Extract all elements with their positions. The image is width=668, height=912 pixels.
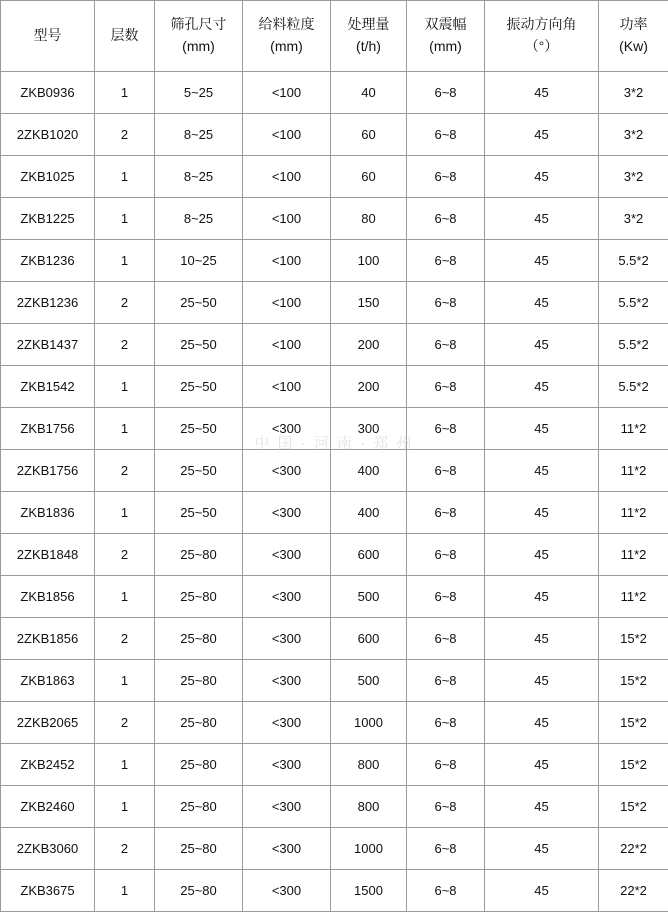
- cell-double-amplitude: 6~8: [407, 870, 485, 912]
- cell-mesh-size: 25~80: [155, 870, 243, 912]
- cell-model: ZKB1856: [1, 576, 95, 618]
- cell-model: ZKB2460: [1, 786, 95, 828]
- cell-vibration-angle: 45: [485, 576, 599, 618]
- cell-layers: 1: [95, 660, 155, 702]
- cell-capacity: 200: [331, 324, 407, 366]
- cell-mesh-size: 25~80: [155, 744, 243, 786]
- cell-vibration-angle: 45: [485, 702, 599, 744]
- cell-feed-size: <300: [243, 618, 331, 660]
- cell-double-amplitude: 6~8: [407, 114, 485, 156]
- cell-layers: 1: [95, 786, 155, 828]
- cell-mesh-size: 25~80: [155, 534, 243, 576]
- cell-power: 11*2: [599, 576, 668, 618]
- cell-double-amplitude: 6~8: [407, 828, 485, 870]
- cell-feed-size: <300: [243, 786, 331, 828]
- cell-model: 2ZKB1437: [1, 324, 95, 366]
- cell-double-amplitude: 6~8: [407, 576, 485, 618]
- cell-model: 2ZKB3060: [1, 828, 95, 870]
- column-header-double-amplitude-label: 双震幅: [407, 14, 484, 36]
- column-header-vibration-angle: [485, 1, 599, 72]
- column-header-power-label: 功率: [599, 14, 668, 36]
- cell-power: 15*2: [599, 660, 668, 702]
- cell-layers: 2: [95, 702, 155, 744]
- cell-vibration-angle: 45: [485, 534, 599, 576]
- cell-model: 2ZKB2065: [1, 702, 95, 744]
- cell-model: ZKB1025: [1, 156, 95, 198]
- cell-power: 11*2: [599, 408, 668, 450]
- cell-mesh-size: 10~25: [155, 240, 243, 282]
- cell-model: 2ZKB1020: [1, 114, 95, 156]
- cell-layers: 1: [95, 492, 155, 534]
- cell-capacity: 800: [331, 744, 407, 786]
- cell-power: 3*2: [599, 156, 668, 198]
- cell-double-amplitude: 6~8: [407, 450, 485, 492]
- cell-mesh-size: 25~80: [155, 786, 243, 828]
- cell-capacity: 200: [331, 366, 407, 408]
- table-row: [1, 492, 668, 534]
- cell-mesh-size: 25~80: [155, 660, 243, 702]
- cell-double-amplitude: 6~8: [407, 786, 485, 828]
- cell-model: ZKB0936: [1, 72, 95, 114]
- table-row: [1, 618, 668, 660]
- cell-power: 5.5*2: [599, 366, 668, 408]
- header-row: [1, 1, 668, 72]
- column-header-mesh-size-label: 筛孔尺寸: [155, 14, 242, 36]
- cell-power: 3*2: [599, 72, 668, 114]
- cell-vibration-angle: 45: [485, 408, 599, 450]
- cell-feed-size: <100: [243, 240, 331, 282]
- cell-power: 11*2: [599, 492, 668, 534]
- column-header-double-amplitude-unit: (mm): [407, 36, 484, 58]
- cell-mesh-size: 8~25: [155, 198, 243, 240]
- cell-mesh-size: 25~50: [155, 366, 243, 408]
- cell-mesh-size: 25~80: [155, 702, 243, 744]
- cell-model: ZKB3675: [1, 870, 95, 912]
- cell-feed-size: <300: [243, 702, 331, 744]
- table-row: [1, 324, 668, 366]
- table-row: [1, 870, 668, 912]
- cell-power: 15*2: [599, 702, 668, 744]
- table-row: [1, 534, 668, 576]
- cell-power: 5.5*2: [599, 240, 668, 282]
- cell-double-amplitude: 6~8: [407, 408, 485, 450]
- cell-double-amplitude: 6~8: [407, 618, 485, 660]
- table-row: [1, 114, 668, 156]
- cell-capacity: 80: [331, 198, 407, 240]
- cell-capacity: 500: [331, 576, 407, 618]
- column-header-layers-label: 层数: [95, 25, 154, 47]
- column-header-capacity: [331, 1, 407, 72]
- table-row: [1, 72, 668, 114]
- cell-power: 15*2: [599, 744, 668, 786]
- table-row: [1, 786, 668, 828]
- cell-feed-size: <300: [243, 870, 331, 912]
- cell-vibration-angle: 45: [485, 870, 599, 912]
- cell-model: ZKB1836: [1, 492, 95, 534]
- cell-double-amplitude: 6~8: [407, 702, 485, 744]
- cell-mesh-size: 25~50: [155, 492, 243, 534]
- cell-power: 11*2: [599, 450, 668, 492]
- cell-layers: 2: [95, 450, 155, 492]
- cell-capacity: 60: [331, 114, 407, 156]
- cell-capacity: 1000: [331, 702, 407, 744]
- cell-vibration-angle: 45: [485, 282, 599, 324]
- cell-capacity: 400: [331, 450, 407, 492]
- cell-power: 5.5*2: [599, 324, 668, 366]
- cell-mesh-size: 25~80: [155, 576, 243, 618]
- cell-layers: 1: [95, 576, 155, 618]
- cell-double-amplitude: 6~8: [407, 156, 485, 198]
- cell-mesh-size: 8~25: [155, 156, 243, 198]
- cell-double-amplitude: 6~8: [407, 72, 485, 114]
- cell-model: ZKB1542: [1, 366, 95, 408]
- cell-double-amplitude: 6~8: [407, 366, 485, 408]
- cell-double-amplitude: 6~8: [407, 660, 485, 702]
- cell-vibration-angle: 45: [485, 156, 599, 198]
- cell-feed-size: <300: [243, 576, 331, 618]
- table-row: [1, 282, 668, 324]
- cell-double-amplitude: 6~8: [407, 492, 485, 534]
- cell-capacity: 100: [331, 240, 407, 282]
- cell-vibration-angle: 45: [485, 450, 599, 492]
- cell-feed-size: <300: [243, 492, 331, 534]
- column-header-vibration-angle-unit: （°）: [485, 36, 598, 58]
- cell-power: 11*2: [599, 534, 668, 576]
- table-body: [1, 72, 668, 912]
- cell-layers: 2: [95, 324, 155, 366]
- column-header-mesh-size-unit: (mm): [155, 36, 242, 58]
- cell-feed-size: <100: [243, 114, 331, 156]
- cell-model: 2ZKB1848: [1, 534, 95, 576]
- table-row: [1, 240, 668, 282]
- cell-capacity: 1500: [331, 870, 407, 912]
- cell-capacity: 600: [331, 618, 407, 660]
- cell-feed-size: <300: [243, 450, 331, 492]
- column-header-power-unit: (Kw): [599, 36, 668, 58]
- cell-double-amplitude: 6~8: [407, 324, 485, 366]
- cell-feed-size: <100: [243, 324, 331, 366]
- cell-mesh-size: 25~80: [155, 828, 243, 870]
- cell-model: ZKB1756: [1, 408, 95, 450]
- cell-model: ZKB2452: [1, 744, 95, 786]
- cell-vibration-angle: 45: [485, 744, 599, 786]
- cell-layers: 2: [95, 282, 155, 324]
- table-row: [1, 366, 668, 408]
- column-header-capacity-label: 处理量: [331, 14, 406, 36]
- table-row: [1, 702, 668, 744]
- cell-double-amplitude: 6~8: [407, 198, 485, 240]
- cell-layers: 1: [95, 156, 155, 198]
- cell-layers: 1: [95, 366, 155, 408]
- cell-vibration-angle: 45: [485, 240, 599, 282]
- cell-vibration-angle: 45: [485, 786, 599, 828]
- table-header: [1, 1, 668, 72]
- cell-model: 2ZKB1236: [1, 282, 95, 324]
- cell-layers: 1: [95, 870, 155, 912]
- cell-vibration-angle: 45: [485, 72, 599, 114]
- cell-model: ZKB1225: [1, 198, 95, 240]
- cell-mesh-size: 5~25: [155, 72, 243, 114]
- column-header-model-label: 型号: [1, 25, 94, 47]
- table-row: [1, 156, 668, 198]
- cell-double-amplitude: 6~8: [407, 534, 485, 576]
- cell-power: 15*2: [599, 618, 668, 660]
- cell-feed-size: <100: [243, 366, 331, 408]
- cell-feed-size: <100: [243, 282, 331, 324]
- cell-model: 2ZKB1756: [1, 450, 95, 492]
- cell-model: ZKB1236: [1, 240, 95, 282]
- cell-capacity: 400: [331, 492, 407, 534]
- cell-feed-size: <100: [243, 198, 331, 240]
- cell-vibration-angle: 45: [485, 198, 599, 240]
- cell-mesh-size: 25~50: [155, 450, 243, 492]
- column-header-layers: [95, 1, 155, 72]
- column-header-feed-size: [243, 1, 331, 72]
- cell-vibration-angle: 45: [485, 492, 599, 534]
- cell-power: 22*2: [599, 870, 668, 912]
- cell-power: 3*2: [599, 114, 668, 156]
- table-row: [1, 408, 668, 450]
- cell-vibration-angle: 45: [485, 324, 599, 366]
- table-row: [1, 828, 668, 870]
- cell-layers: 2: [95, 114, 155, 156]
- cell-feed-size: <300: [243, 660, 331, 702]
- watermark-text: 中 国 · 河 南 · 郑 州: [0, 432, 668, 453]
- cell-layers: 1: [95, 72, 155, 114]
- cell-layers: 2: [95, 828, 155, 870]
- cell-power: 22*2: [599, 828, 668, 870]
- cell-double-amplitude: 6~8: [407, 240, 485, 282]
- table-row: [1, 660, 668, 702]
- column-header-capacity-unit: (t/h): [331, 36, 406, 58]
- column-header-double-amplitude: [407, 1, 485, 72]
- cell-mesh-size: 25~50: [155, 408, 243, 450]
- cell-mesh-size: 8~25: [155, 114, 243, 156]
- cell-double-amplitude: 6~8: [407, 744, 485, 786]
- cell-mesh-size: 25~50: [155, 282, 243, 324]
- column-header-feed-size-label: 给料粒度: [243, 14, 330, 36]
- cell-power: 15*2: [599, 786, 668, 828]
- cell-vibration-angle: 45: [485, 366, 599, 408]
- table-row: [1, 576, 668, 618]
- cell-power: 5.5*2: [599, 282, 668, 324]
- column-header-feed-size-unit: (mm): [243, 36, 330, 58]
- cell-mesh-size: 25~80: [155, 618, 243, 660]
- cell-feed-size: <300: [243, 534, 331, 576]
- cell-layers: 2: [95, 534, 155, 576]
- cell-feed-size: <100: [243, 72, 331, 114]
- cell-vibration-angle: 45: [485, 660, 599, 702]
- cell-power: 3*2: [599, 198, 668, 240]
- table-row: [1, 450, 668, 492]
- cell-capacity: 600: [331, 534, 407, 576]
- cell-layers: 1: [95, 240, 155, 282]
- column-header-power: [599, 1, 668, 72]
- column-header-mesh-size: [155, 1, 243, 72]
- cell-capacity: 800: [331, 786, 407, 828]
- cell-capacity: 150: [331, 282, 407, 324]
- table-row: [1, 744, 668, 786]
- cell-model: 2ZKB1856: [1, 618, 95, 660]
- cell-double-amplitude: 6~8: [407, 282, 485, 324]
- cell-layers: 1: [95, 198, 155, 240]
- cell-vibration-angle: 45: [485, 618, 599, 660]
- cell-model: ZKB1863: [1, 660, 95, 702]
- cell-capacity: 300: [331, 408, 407, 450]
- cell-layers: 2: [95, 618, 155, 660]
- cell-layers: 1: [95, 744, 155, 786]
- cell-capacity: 1000: [331, 828, 407, 870]
- cell-feed-size: <300: [243, 744, 331, 786]
- table-row: [1, 198, 668, 240]
- cell-feed-size: <300: [243, 828, 331, 870]
- cell-vibration-angle: 45: [485, 828, 599, 870]
- column-header-vibration-angle-label: 振动方向角: [485, 14, 598, 36]
- cell-feed-size: <300: [243, 408, 331, 450]
- cell-vibration-angle: 45: [485, 114, 599, 156]
- cell-feed-size: <100: [243, 156, 331, 198]
- cell-capacity: 500: [331, 660, 407, 702]
- cell-mesh-size: 25~50: [155, 324, 243, 366]
- cell-capacity: 60: [331, 156, 407, 198]
- cell-layers: 1: [95, 408, 155, 450]
- column-header-model: [1, 1, 95, 72]
- cell-capacity: 40: [331, 72, 407, 114]
